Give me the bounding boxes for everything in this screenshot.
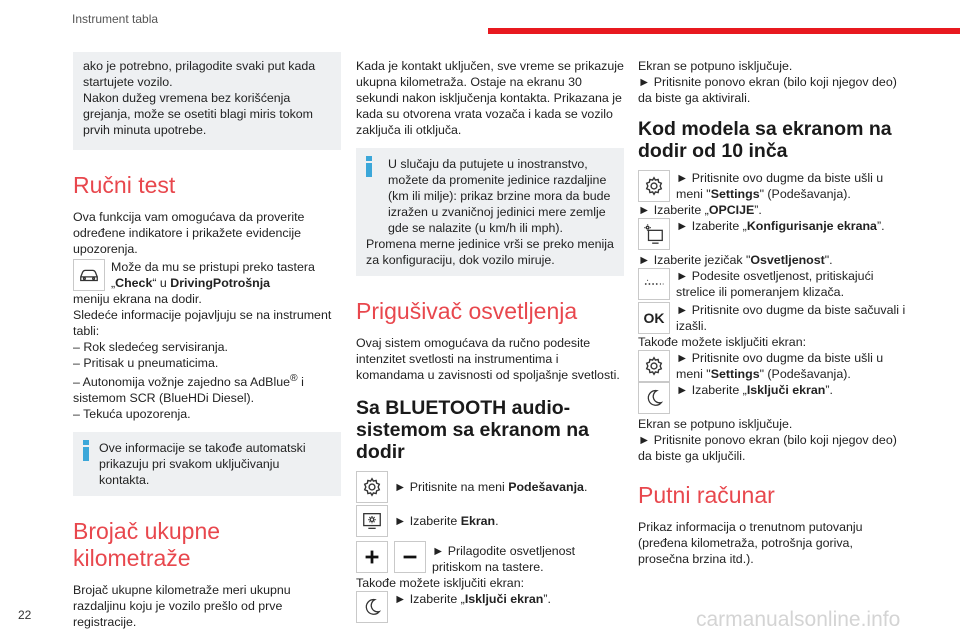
ok-label: OK xyxy=(643,310,665,326)
also-off-text: Takođe možete isključiti ekran: xyxy=(356,576,525,590)
step-post: . xyxy=(583,480,588,494)
step-post: ”. xyxy=(543,592,551,606)
info-icon xyxy=(365,156,372,178)
screen-off-text: Ekran se potpuno isključuje. xyxy=(638,417,793,431)
screen-off-text: Ekran se potpuno isključuje. xyxy=(638,59,793,73)
also-off-text: Takođe možete isključiti ekran: xyxy=(638,335,807,349)
step-text xyxy=(394,591,551,607)
bullet-arrow xyxy=(394,592,406,606)
header-accent-bar xyxy=(488,28,960,34)
step-bold: Ekran xyxy=(460,514,496,528)
turn-on-body: Pritisnite ponovo ekran (bilo koji njegov deo) da biste ga uključili. xyxy=(638,433,897,463)
step-body: Podesite osvetljenost, pritiskajući strelice ili pomeranjem klizača. xyxy=(676,269,874,299)
step-text xyxy=(638,252,906,268)
step-pre: Pritisnite ovo dugme da biste ušli u meni " xyxy=(676,351,884,381)
step-bold: OPCIJE xyxy=(708,203,755,217)
step-row xyxy=(638,170,906,202)
step-bold: Osvetljenost xyxy=(750,253,825,267)
info-note xyxy=(73,432,341,496)
trip-computer-text: Prikaz informacija o trenutnom putovanju (pređena kilometraža, potrošnja goriva, prosečna brzina itd.). xyxy=(638,520,863,566)
step-text xyxy=(676,170,906,202)
step-bold: Settings xyxy=(710,187,760,201)
minus-icon xyxy=(394,541,426,573)
trip-computer-heading: Putni računar xyxy=(638,482,775,508)
step-pre: Pritisnite na meni xyxy=(406,480,509,494)
step-post: " (Podešavanja). xyxy=(759,187,851,201)
step-pre: Izaberite „ xyxy=(406,592,465,606)
step-pre: Izaberite jezičak " xyxy=(650,253,751,267)
list-item: – Tekuća upozorenja. xyxy=(73,407,191,422)
check-key: Check xyxy=(115,276,153,290)
box-line: Nakon dužeg vremena bez korišćenja grejanja, može se osetiti blagi miris tokom prvih minuta upotrebe. xyxy=(83,91,314,137)
bluetooth-heading: Sa BLUETOOTH audio-sistemom sa ekranom na dodir xyxy=(356,397,590,463)
step-pre: Izaberite xyxy=(406,514,461,528)
step-pre: Izaberite „ xyxy=(688,383,747,397)
step-bold: Podešavanja xyxy=(508,480,584,494)
step-body: Prilagodite osvetljenost pritiskom na tastere. xyxy=(432,544,576,574)
ok-button-icon xyxy=(638,302,670,334)
odometer-text: Brojač ukupne kilometraže meri ukupnu razdaljinu koju je vozilo prešlo od prve registracije. xyxy=(73,583,291,630)
access-mid: “ u xyxy=(152,276,171,290)
step-bold: Isključi ekran xyxy=(464,592,544,606)
adblue-pre: – Autonomija vožnje zajedno sa AdBlue xyxy=(73,375,290,390)
list-item xyxy=(73,371,341,406)
screen-brightness-icon xyxy=(356,505,388,537)
step-post: . xyxy=(495,514,499,528)
step-text xyxy=(394,471,587,495)
step-bold: Settings xyxy=(710,367,760,381)
step-row xyxy=(638,302,906,334)
step-row xyxy=(356,591,624,623)
bullet-arrow xyxy=(394,514,406,528)
dimmer-heading: Prigušivač osvetljenja xyxy=(356,298,578,324)
step-text xyxy=(676,350,906,382)
step-text xyxy=(676,268,906,300)
odometer-intro: Kada je kontakt uključen, sve vreme se prikazuje ukupna kilometraža. Ostaje na ekranu 30 sekundi nakon isključenja kontakta. Prikazana je kada su otvorena vrata vozača i kada se vozilo zaključa ili otključa. xyxy=(356,59,624,137)
bullet-arrow xyxy=(638,253,650,267)
step-row xyxy=(638,350,906,382)
column-1 xyxy=(73,52,341,630)
list-item: – Pritisak u pneumaticima. xyxy=(73,356,219,370)
step-row xyxy=(638,268,906,300)
step-text xyxy=(676,382,833,398)
note-text: Ove informacije se takođe automatski prikazuju pri svakom uključivanju kontakta. xyxy=(99,441,306,488)
step-pre: Pritisnite ovo dugme da biste ušli u meni " xyxy=(676,171,884,201)
bullet-arrow xyxy=(394,480,406,494)
driving-menu: DrivingPotrošnja xyxy=(170,276,271,290)
bullet-arrow xyxy=(638,203,650,217)
step-post: ". xyxy=(824,253,833,267)
bullet-arrow xyxy=(676,303,688,317)
gear-icon xyxy=(638,170,670,202)
step-bold: Konfigurisanje ekrana xyxy=(746,219,877,233)
step-text xyxy=(394,505,499,529)
bullet-arrow xyxy=(676,219,688,233)
step-pre: Izaberite „ xyxy=(650,203,709,217)
step-row xyxy=(638,382,906,414)
manual-test-heading: Ručni test xyxy=(73,172,176,198)
step-post: ”. xyxy=(754,203,762,217)
access-pre: Može da mu se pristupi preko tastera „ xyxy=(111,260,315,290)
screen-brightness-icon xyxy=(638,218,670,250)
step-post: " (Podešavanja). xyxy=(759,367,851,381)
info-icon xyxy=(82,440,89,462)
step-post: ”. xyxy=(825,383,833,397)
odometer-heading: Brojač ukupne kilometraže xyxy=(73,518,221,572)
access-post: meniju ekrana na dodir. xyxy=(73,292,202,306)
info-intro: Sledeće informacije pojavljuju se na instrument tabli: xyxy=(73,308,332,338)
bullet-arrow xyxy=(676,351,688,365)
note-text: U slučaju da putujete u inostranstvo, možete da promenite jedinice razdaljine (km ili milje): prikaz brzine mora da bude izražen u zvaničnoj jedinici mere zemlje gde se nalazite (u km/h ili mph). xyxy=(388,157,611,235)
bullet-arrow xyxy=(676,269,688,283)
step-row xyxy=(638,218,906,250)
bullet-arrow xyxy=(676,383,688,397)
bullet-arrow xyxy=(432,544,444,558)
reactivate-text xyxy=(638,74,906,106)
step-pre: Izaberite „ xyxy=(688,219,747,233)
bullet-arrow xyxy=(676,171,688,185)
turn-on-text xyxy=(638,432,906,464)
step-text xyxy=(676,302,906,334)
bullet-arrow xyxy=(638,433,650,447)
note-text: Promena merne jedinice vrši se preko menija za konfiguraciju, dok vozilo miruje. xyxy=(366,237,614,267)
gear-icon xyxy=(356,471,388,503)
gear-icon xyxy=(638,350,670,382)
dimmer-text: Ovaj sistem omogućava da ručno podesite intenzitet svetlosti na instrumentima i komandama u zavisnosti od spoljašnje svetlosti. xyxy=(356,336,620,382)
bullet-arrow xyxy=(638,75,650,89)
step-text xyxy=(638,202,906,218)
info-note xyxy=(356,148,624,276)
reactivate-body: Pritisnite ponovo ekran (bilo koji njegov deo) da biste ga aktivirali. xyxy=(638,75,897,105)
step-bold: Isključi ekran xyxy=(746,383,826,397)
step-row xyxy=(356,505,624,537)
continued-note-box xyxy=(73,52,341,150)
step-text xyxy=(432,541,624,575)
column-2 xyxy=(356,52,624,623)
plus-icon xyxy=(356,541,388,573)
box-line: ako je potrebno, prilagodite svaki put kada startujete vozilo. xyxy=(83,59,316,89)
list-item: – Rok sledećeg servisiranja. xyxy=(73,340,228,354)
step-body: Pritisnite ovo dugme da biste sačuvali i izašli. xyxy=(676,303,906,333)
brightness-slider-icon xyxy=(638,268,670,300)
running-header: Instrument tabla xyxy=(72,12,159,26)
page-number: 22 xyxy=(18,608,32,622)
step-post: ”. xyxy=(876,219,885,233)
ten-inch-heading: Kod modela sa ekranom na dodir od 10 inča xyxy=(638,118,892,162)
moon-icon xyxy=(638,382,670,414)
step-row xyxy=(356,471,624,503)
adblue-post: i sistemom SCR (BlueHDi Diesel). xyxy=(73,375,304,406)
car-icon xyxy=(73,259,105,291)
access-text xyxy=(111,259,341,291)
watermark: carmanualsonline.info xyxy=(696,608,901,631)
registered-mark: ® xyxy=(290,373,298,384)
column-3 xyxy=(638,52,906,567)
moon-icon xyxy=(356,591,388,623)
step-row xyxy=(356,541,624,575)
step-text xyxy=(676,218,906,234)
manual-test-intro: Ova funkcija vam omogućava da proverite određene indikatore i prikažete evidencije upozorenja. xyxy=(73,210,305,256)
